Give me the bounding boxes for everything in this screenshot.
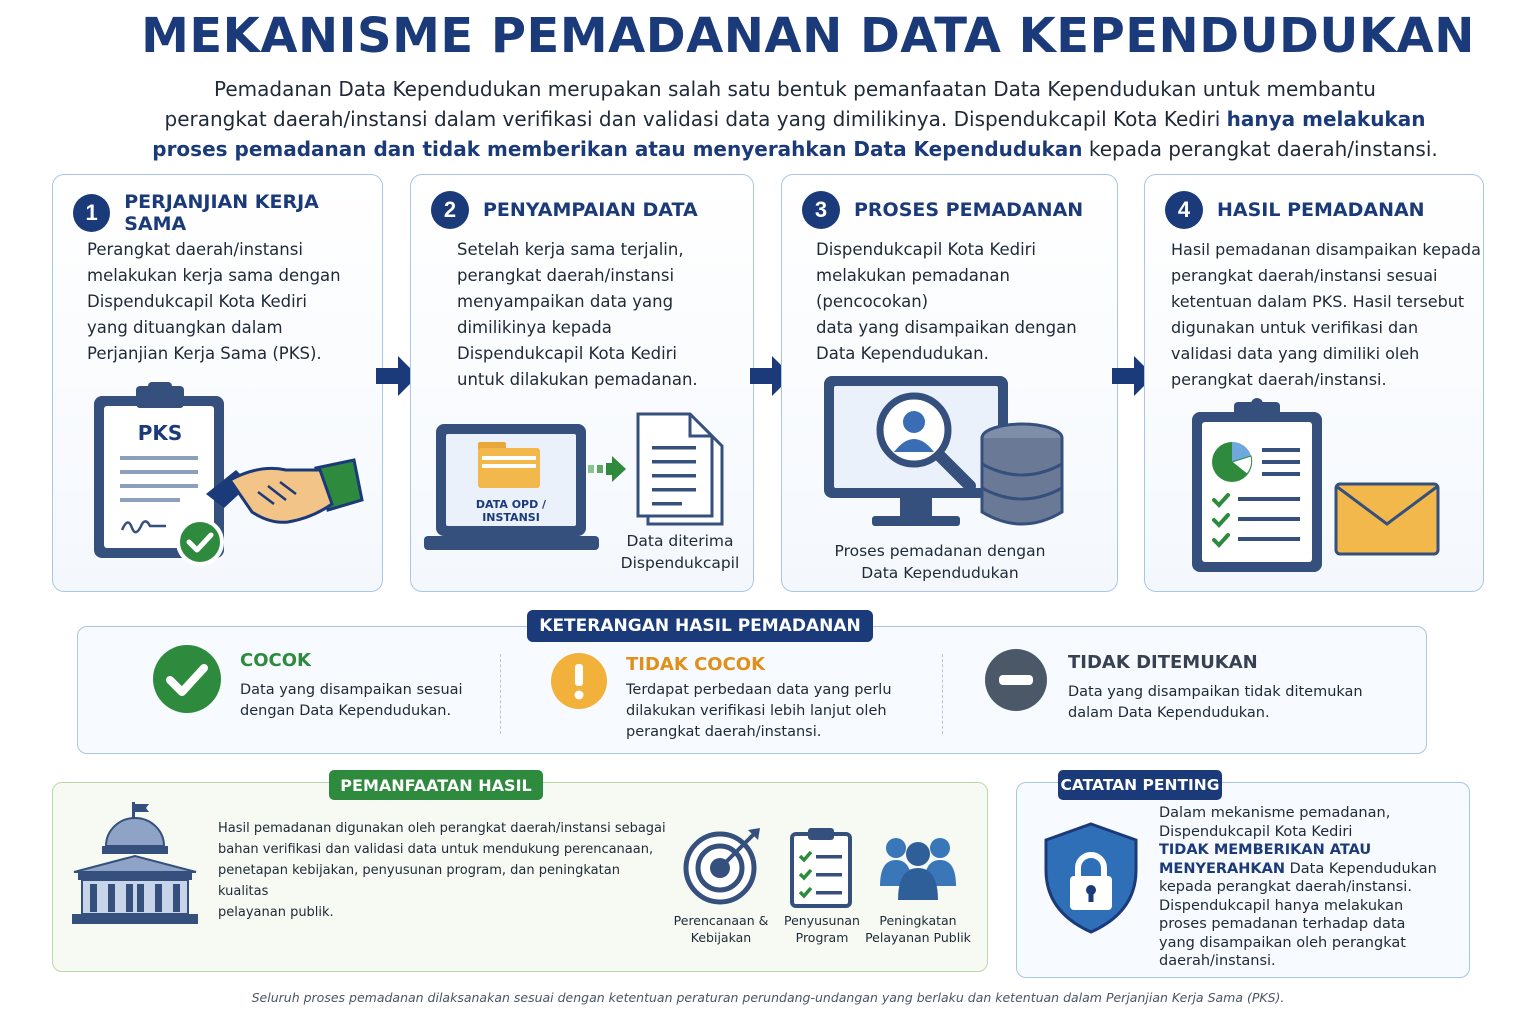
note-line: proses pemadanan terhadap data bbox=[1159, 916, 1406, 932]
intro-paragraph bbox=[150, 74, 1440, 164]
legend-line: dalam Data Kependudukan. bbox=[1068, 705, 1270, 721]
benefit-caption-line: Program bbox=[795, 930, 849, 945]
legend-line: perangkat daerah/instansi. bbox=[626, 724, 822, 740]
government-building-icon bbox=[68, 802, 202, 928]
benefit-tag: PEMANFAATAN HASIL bbox=[329, 770, 543, 800]
pks-label: PKS bbox=[137, 421, 183, 445]
step-4-line: ketentuan dalam PKS. Hasil tersebut bbox=[1171, 292, 1465, 311]
step-4-line: digunakan untuk verifikasi dan bbox=[1171, 318, 1419, 337]
note-tag: CATATAN PENTING bbox=[1058, 770, 1222, 800]
laptop-label-line-1: DATA OPD / bbox=[475, 498, 547, 511]
legend-tidak-ditemukan-title: TIDAK DITEMUKAN bbox=[1068, 652, 1258, 673]
green-arrow-icon bbox=[588, 454, 628, 484]
minus-circle-icon bbox=[984, 648, 1048, 712]
step-title-4: HASIL PEMADANAN bbox=[1217, 199, 1425, 221]
note-line: kepada perangkat daerah/instansi. bbox=[1159, 879, 1412, 895]
legend-cocok-text bbox=[240, 680, 463, 722]
target-icon bbox=[682, 826, 766, 906]
benefit-item-1-caption bbox=[666, 912, 776, 946]
step-header-4 bbox=[1165, 191, 1425, 229]
benefit-caption-line: Perencanaan & bbox=[673, 913, 769, 928]
shield-lock-icon bbox=[1042, 822, 1140, 934]
benefit-line: bahan verifikasi dan validasi data untuk mendukung perencanaan, bbox=[218, 842, 654, 857]
laptop-label-line-2: INSTANSI bbox=[482, 511, 540, 524]
step-3-line: Data Kependudukan. bbox=[816, 344, 989, 363]
step-number-1: 1 bbox=[73, 194, 110, 232]
step-2-caption-line: Data diterima bbox=[626, 532, 734, 550]
step-4-line: perangkat daerah/instansi sesuai bbox=[1171, 266, 1438, 285]
step-title-2: PENYAMPAIAN DATA bbox=[483, 199, 698, 221]
legend-line: Data yang disampaikan sesuai bbox=[240, 682, 463, 698]
laptop-data-icon bbox=[424, 420, 599, 555]
benefit-caption-line: Pelayanan Publik bbox=[865, 930, 971, 945]
legend-tag: KETERANGAN HASIL PEMADANAN bbox=[527, 610, 873, 642]
step-title-3: PROSES PEMADANAN bbox=[854, 199, 1084, 221]
step-1-line: Perjanjian Kerja Sama (PKS). bbox=[87, 344, 322, 363]
legend-divider bbox=[942, 654, 943, 734]
step-text-2 bbox=[457, 237, 698, 393]
legend-divider bbox=[500, 654, 501, 734]
note-line bbox=[1159, 860, 1459, 879]
page-title: MEKANISME PEMADANAN DATA KEPENDUDUKAN bbox=[141, 8, 1475, 64]
step-3-caption bbox=[822, 540, 1058, 584]
legend-tidak-ditemukan-text bbox=[1068, 682, 1363, 724]
step-3-line: Dispendukcapil Kota Kediri bbox=[816, 240, 1037, 259]
note-line: Dispendukcapil hanya melakukan bbox=[1159, 897, 1404, 914]
intro-line-3-text: kepada perangkat daerah/instansi. bbox=[1082, 137, 1438, 161]
intro-line-2-text: perangkat daerah/instansi dalam verifikasi dan validasi data yang dimilikinya. Dispendukcapil Kota Kediri bbox=[164, 107, 1227, 131]
step-2-line: untuk dilakukan pemadanan. bbox=[457, 370, 698, 389]
benefit-caption-line: Kebijakan bbox=[690, 930, 752, 945]
step-4-line: Hasil pemadanan disampaikan kepada bbox=[1171, 240, 1481, 259]
step-2-caption-line: Dispendukcapil bbox=[620, 554, 740, 572]
legend-line: Terdapat perbedaan data yang perlu bbox=[626, 682, 892, 698]
legend-line: dilakukan verifikasi lebih lanjut oleh bbox=[626, 703, 887, 719]
note-line bbox=[1159, 841, 1459, 860]
document-icon bbox=[634, 410, 728, 528]
checklist-icon bbox=[790, 826, 852, 908]
legend-line: Data yang disampaikan tidak ditemukan bbox=[1068, 684, 1363, 700]
note-line: daerah/instansi. bbox=[1159, 953, 1276, 969]
note-line-3: Data Kependudukan bbox=[1285, 860, 1437, 877]
step-3-line: data yang disampaikan dengan bbox=[816, 318, 1077, 337]
step-4-line: validasi data yang dimiliki oleh bbox=[1171, 344, 1420, 363]
step-1-line: Perangkat daerah/instansi bbox=[87, 240, 303, 259]
step-3-caption-line: Data Kependudukan bbox=[861, 564, 1019, 582]
intro-line-3 bbox=[150, 134, 1440, 164]
note-bold: TIDAK MEMBERIKAN ATAU bbox=[1159, 842, 1372, 858]
benefit-item-3-caption bbox=[858, 912, 978, 946]
step-4-line: perangkat daerah/instansi. bbox=[1171, 370, 1387, 389]
note-line: Dispendukcapil Kota Kediri bbox=[1159, 823, 1353, 840]
step-number-4: 4 bbox=[1165, 191, 1203, 229]
step-2-line: menyampaikan data yang bbox=[457, 292, 674, 311]
benefit-caption-line: Peningkatan bbox=[879, 913, 957, 928]
step-1-line: melakukan kerja sama dengan bbox=[87, 266, 341, 285]
step-3-caption-line: Proses pemadanan dengan bbox=[834, 542, 1046, 560]
envelope-icon bbox=[1334, 482, 1440, 556]
benefit-line: penetapan kebijakan, penyusunan program, dan peningkatan kualitas bbox=[218, 863, 620, 899]
step-text-3 bbox=[816, 237, 1117, 367]
step-text-1 bbox=[87, 237, 341, 367]
step-title-1: PERJANJIAN KERJA SAMA bbox=[124, 191, 319, 235]
legend-line: dengan Data Kependudukan. bbox=[240, 703, 452, 719]
benefit-line: pelayanan publik. bbox=[218, 905, 334, 920]
note-bold: MENYERAHKAN bbox=[1159, 860, 1285, 877]
step-header-1 bbox=[73, 191, 382, 235]
benefit-caption-line: Penyusunan bbox=[784, 913, 860, 928]
step-header-2 bbox=[431, 191, 698, 229]
report-clipboard-icon bbox=[1190, 396, 1324, 574]
monitor-search-database-icon bbox=[822, 374, 1066, 530]
step-2-line: Setelah kerja sama terjalin, bbox=[457, 240, 684, 259]
step-1-line: Dispendukcapil Kota Kediri bbox=[87, 292, 308, 311]
legend-tidak-cocok-title: TIDAK COCOK bbox=[626, 654, 766, 675]
step-number-3: 3 bbox=[802, 191, 840, 229]
step-2-line: perangkat daerah/instansi bbox=[457, 266, 675, 285]
warning-circle-icon bbox=[550, 652, 608, 710]
step-number-2: 2 bbox=[431, 191, 469, 229]
check-circle-icon bbox=[152, 644, 222, 714]
benefit-line: Hasil pemadanan digunakan oleh perangkat daerah/instansi sebagai bbox=[218, 821, 666, 836]
legend-cocok-title: COCOK bbox=[240, 650, 311, 671]
benefit-text bbox=[218, 818, 668, 923]
intro-line-2 bbox=[150, 104, 1440, 134]
intro-line-3-bold: proses pemadanan dan tidak memberikan atau menyerahkan Data Kependudukan bbox=[152, 137, 1083, 161]
footer-note: Seluruh proses pemadanan dilaksanakan sesuai dengan ketentuan peraturan perundang-undangan yang berlaku dan ketentuan dalam Perjanjian Kerja Sama (PKS). bbox=[251, 990, 1285, 1005]
note-line: yang disampaikan oleh perangkat bbox=[1159, 934, 1406, 951]
note-text bbox=[1159, 804, 1459, 971]
intro-line-2-bold: hanya melakukan bbox=[1226, 107, 1426, 131]
legend-tidak-cocok-text bbox=[626, 680, 892, 743]
step-header-3 bbox=[802, 191, 1083, 229]
step-2-caption bbox=[610, 530, 750, 574]
step-1-line: yang dituangkan dalam bbox=[87, 318, 283, 337]
step-2-line: Dispendukcapil Kota Kediri bbox=[457, 344, 678, 363]
intro-line-1: Pemadanan Data Kependudukan merupakan salah satu bentuk pemanfaatan Data Kependudukan untuk membantu bbox=[214, 77, 1376, 101]
step-text-4 bbox=[1171, 237, 1481, 393]
clipboard-handshake-icon bbox=[90, 382, 370, 572]
step-2-line: dimilikinya kepada bbox=[457, 318, 612, 337]
note-line: Dalam mekanisme pemadanan, bbox=[1159, 805, 1391, 821]
step-3-line: melakukan pemadanan (pencocokan) bbox=[816, 266, 1010, 311]
people-group-icon bbox=[878, 832, 958, 902]
